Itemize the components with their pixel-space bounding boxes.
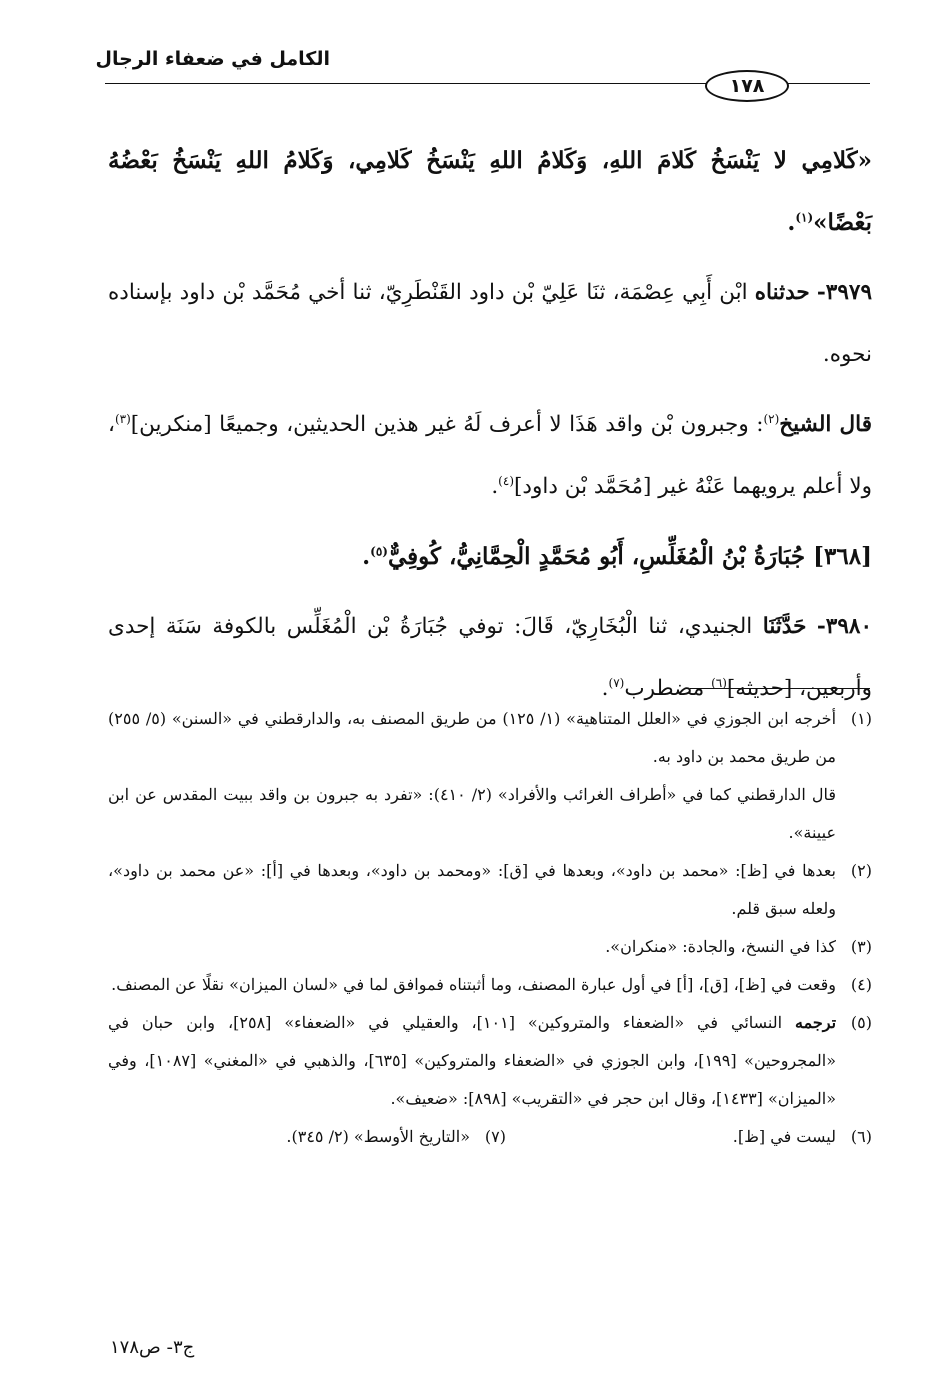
footnote-separator — [690, 688, 870, 689]
hadith-3980: ٣٩٨٠- حَدَّثَنَا الجنيدي، ثنا الْبُخَارِيّ، قَالَ: توفي جُبَارَةُ بْن الْمُغَلِّس بالكوفة سَنَة إحدى وأربعين، [حديثه]$^{(٦)}$ مضطرب$^{(٧)}$. — [108, 614, 872, 701]
volume-page-reference: ج٣- ص١٧٨ — [110, 1337, 195, 1358]
footnote-ref[interactable]: (٢) — [763, 411, 780, 426]
footnote-ref[interactable]: (٦) — [711, 675, 727, 690]
footnote-ref[interactable]: (٤) — [498, 473, 514, 488]
footnote-row-6-7 — [108, 1118, 872, 1156]
footnote-2: (٢) بعدها في [ظ]: «محمد بن داود»، وبعدها في [ق]: «ومحمد بن داود»، وبعدها في [أ]: «عن محمد بن داود»، ولعله سبق قلم. — [108, 861, 872, 918]
footnote-7: (٧) «التاريخ الأوسط» (٢/ ٣٤٥). — [286, 1127, 506, 1146]
running-title: الكامل في ضعفاء الرجال — [95, 48, 330, 70]
sheikh-comment: قال الشيخ$^{(٢)}$: وجبرون بْن واقد هَذَا لا أعرف لَهُ غير هذين الحديثين، وجميعًا [منكرين]$^{(٣)}$، ولا أعلم يرويهما عَنْهُ غير [مُحَمَّد بْن داود]$^{(٤)}$. — [108, 411, 872, 499]
page-number-badge: ١٧٨ — [705, 70, 789, 102]
footnote-6: (٦) ليست في [ظ]. — [732, 1127, 872, 1146]
footnote-5: (٥) ترجمه النسائي في «الضعفاء والمتروكين» [١٠١]، والعقيلي في «الضعفاء» [٢٥٨]، وابن حبان في «المجروحين» [١٩٩]، وابن الجوزي في «الضعفاء والمتروكين» [٦٣٥]، والذهبي في «المغني» [١٠٨٧]، وفي «الميزان» [١٤٣٣]، وقال ابن حجر في «التقريب» [٨٩٨]: «ضعيف». — [108, 1013, 872, 1108]
footnote-ref[interactable]: (٣) — [114, 411, 131, 426]
footnotes — [108, 700, 872, 1156]
footnote-3: (٣) كذا في النسخ، والجادة: «منكران». — [605, 937, 872, 956]
footnote-1: (١) أخرجه ابن الجوزي في «العلل المتناهية» (١/ ١٢٥) من طريق المصنف به، والدارقطني في «السنن» (٥/ ٢٥٥) من طريق محمد بن داود به. قال الدارقطني كما في «أطراف الغرائب والأفراد» (٢/ ٤١٠): «تفرد به جبرون بن واقد ببيت المقدس عن ابن عيينة». — [108, 709, 872, 842]
footnote-ref[interactable]: (١) — [795, 210, 814, 225]
footnote-4: (٤) وقعت في [ظ]، [ق]، [أ] في أول عبارة المصنف، وما أثبتناه فموافق لما في «لسان الميزان» نقلًا عن المصنف. — [111, 975, 872, 994]
footnote-ref[interactable]: (٥) — [370, 544, 388, 559]
hadith-3979: ٣٩٧٩- حدثناه ابْن أَبِي عِصْمَة، ثنَا عَلِيّ بْن داود القَنْطَرِيّ، ثنا أخي مُحَمَّد بْن داود بإسناده نحوه. — [108, 280, 872, 367]
footnote-ref[interactable]: (٧) — [608, 675, 625, 690]
hadith-text: «كَلامِي لا يَنْسَخُ كَلامَ اللهِ، وَكَلامُ اللهِ يَنْسَخُ كَلامِي، وَكَلامُ اللهِ يَنْسَخُ بَعْضُهُ بَعْضًا»$^{(١)}$. — [108, 147, 872, 236]
entry-heading: [٣٦٨] جُبَارَةُ بْنُ الْمُغَلِّسِ، أَبُو مُحَمَّدٍ الْحِمَّانِيُّ، كُوفِيٌّ$^{(٥)}$. — [362, 543, 872, 570]
main-text — [108, 130, 872, 720]
